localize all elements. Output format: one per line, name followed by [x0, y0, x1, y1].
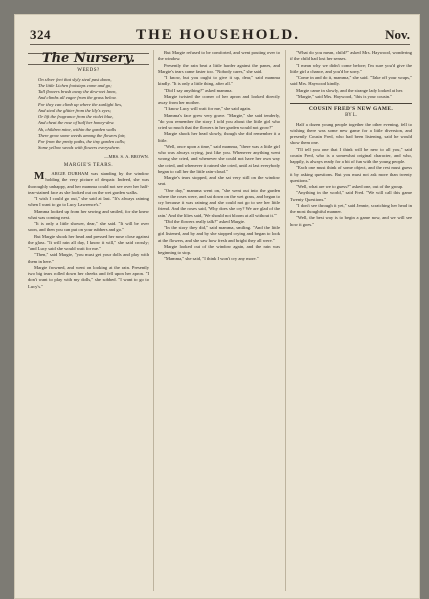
poem-line: Ah, children mine, within the garden walls: [38, 126, 117, 132]
paragraph: Margie came in slowly, and the strange lady looked at her.: [296, 87, 404, 93]
paragraph: "Anything in the world," said Fred. "We will call this game Twenty Questions.": [290, 190, 412, 202]
page-number: 324: [30, 27, 51, 42]
poem-line: On silver feet that slyly steal past dawn,: [38, 76, 112, 82]
paragraph: Margie shook her head slowly, though she did remember it a little.: [158, 131, 280, 143]
poem-line: And steal the glitter from the lily's eyes;: [38, 107, 112, 113]
paragraph: "Well, the best way is to begin a game now, and we will see how it goes.": [290, 215, 412, 227]
column-1: [28, 50, 149, 593]
poem-author: —MRS. S. A. BROWN.: [103, 153, 149, 159]
paragraph: Margie twisted the corner of her apron and looked directly away from her mother.: [158, 93, 280, 105]
poem-line: Some yellow weeds with flowers everywhere.: [38, 145, 121, 151]
paragraph: "I know, but you ought to give it up, dear," said mamma kindly. "It is only a little thing, after all.": [158, 75, 280, 87]
poem-line: For they can climb up where the sunlight lies,: [38, 101, 123, 107]
poem-title: WEEDS?: [77, 68, 100, 74]
section-divider: [290, 103, 412, 104]
column-divider: [285, 50, 286, 591]
paragraph: "I know Lucy will wait for me," she said again.: [164, 106, 252, 112]
poem-line: For from the pretty paths, the tiny garden calls;: [38, 139, 126, 144]
paragraph: "I mean why we didn't come before; I'm sure you'd give the little girl a chance, and you'd be sorry.": [290, 62, 412, 74]
poem-line: There grow some weeds among the flowers fair,: [38, 132, 126, 138]
paragraph: "Did I say anything?" asked mamma.: [164, 87, 233, 93]
poem-line: The little Lichen footsteps come and go;: [38, 82, 112, 88]
paragraph: "I'll tell you one that I think will be new to all you," said cousin Fred, who is a somewhat original character, and who, happily, is always ready for a bit of fun with the young people.: [290, 146, 412, 164]
column-divider: [153, 50, 154, 591]
paragraph: But Margie refused to be comforted, and went pouting over to the window.: [158, 50, 280, 62]
paragraph: "Mamma," she said, "I think I won't cry any more.": [164, 256, 259, 262]
poem-line: And cheat the rose of half her honey-dew.: [38, 120, 115, 126]
paragraph: "Come in and do it, mamma," she said. "Take off your wraps," said Mrs. Haywood kindly.: [290, 75, 412, 87]
page: [14, 14, 420, 599]
paragraph: But Margie shook her head and pressed her nose close against the glass. "It will rain all day, I know it will," she said crossly; "and Lucy said she would wait for me.": [28, 233, 149, 251]
poem-line: Or lift the fragrance from the violet blue,: [38, 114, 114, 119]
article-byline: BY L.: [345, 113, 357, 119]
story-title: MARGIE'S TEARS.: [63, 162, 114, 168]
section-title: The Nursery.: [28, 53, 149, 65]
story-body-continued: [158, 50, 280, 263]
paragraph: Margie frowned, and went on looking at the rain. Presently two big tears rolled down her cheeks and fell upon her apron. "I don't want to play with my dolls," she sobbed. "I want to go to Lucy's.": [28, 264, 149, 289]
paragraph: Mamma looked up from her sewing and smiled, for she knew what was coming next.: [28, 208, 149, 220]
story-body: [28, 171, 149, 290]
column-3: [290, 50, 412, 593]
issue-month: Nov.: [385, 27, 410, 42]
column-2: [158, 50, 280, 593]
paragraph: Margie looked out of the window again, and the rain was beginning to stop.: [158, 243, 280, 255]
paragraph: Half a dozen young people together the other evening, fell to wishing there was some new game for a little diversion, and presently Cousin Fred, who had been listening, said he would show them one.: [290, 121, 412, 146]
paragraph: "Well, once upon a time," said mamma, "there was a little girl who was always crying, just like you. Whenever anything went wrong she cried, and whenever she could not have her own way she cried, and whenever it rained she cried, until at last everybody began to call her the little rain-cloud.": [158, 143, 280, 174]
paragraph: Margie's tears stopped, and she sat very still on the window seat.: [158, 175, 280, 187]
paragraph: "Margie," said Mrs. Haywood, "this is your cousin.": [296, 93, 393, 99]
paragraph: "What do you mean, child?" asked Mrs. Haywood, wondering if the child had lost her senses.: [290, 50, 412, 62]
poem: [28, 77, 149, 152]
paragraph: Presently the rain beat a little harder against the panes, and Margie's tears came faster too. "Nobody cares," she said.: [158, 62, 280, 74]
paragraph: MARGIE DURHAM was standing by the window holding the very picture of despair. Indeed, she was thoroughly unhappy, and her mamma could not see over her half-tear-stained face as she looked out on the wet garden walks.: [28, 170, 149, 195]
paragraph: "Each one must think of some object, and the rest must guess it by asking questions. But you must not ask more than twenty questions.": [290, 165, 412, 183]
paragraph: "I don't see through it yet," said Jennie, scratching her head in the most thoughtful manner.: [290, 202, 412, 214]
article-body: [290, 122, 412, 228]
paragraph: "Did the flowers really talk?" asked Margie.: [164, 218, 246, 224]
page-title: THE HOUSEHOLD.: [136, 26, 300, 43]
poem-line: Tall flowers brush away the dew-wet lawn,: [38, 89, 117, 94]
paragraph: "Well, what are we to guess?" asked one, out of the group.: [296, 184, 404, 189]
paragraph: Mamma's face grew very grave. "Margie," she said tenderly, "do you remember the story I told you about the little girl who cried so much that the flowers in her garden would not grow?": [158, 112, 280, 130]
paragraph: "In the story they did," said mamma, smiling. "And the little girl listened, and by and by she stopped crying and began to look at the flowers, and she saw how fresh and bright they all were.": [158, 225, 280, 243]
paragraph: "I wish I could go out," she said at last. "It's always raining when I want to go to Lucy Lawrence's.": [28, 196, 149, 208]
article-title: COUSIN FRED'S NEW GAME.: [308, 106, 394, 112]
poem-line: And climbs all eager from the grass below.: [38, 95, 117, 101]
story-body-end: [290, 50, 412, 100]
paragraph: "It is only a little shower, dear," she said. "It will be over soon, and then you can put on your rubbers and go.": [28, 221, 149, 233]
paragraph: "One day," mamma went on, "she went out into the garden where the roses were, and sat down on the wet grass, and began to cry because it was raining and she could not go to see her little friend. And the roses said, 'Why does she cry? We are glad of the rain.' And the lilies said, 'We should not bloom at all without it.'": [158, 187, 280, 218]
page-header: [30, 26, 410, 45]
paragraph: "Then," said Margie, "you must get your dolls and play with them in here.": [28, 252, 149, 264]
